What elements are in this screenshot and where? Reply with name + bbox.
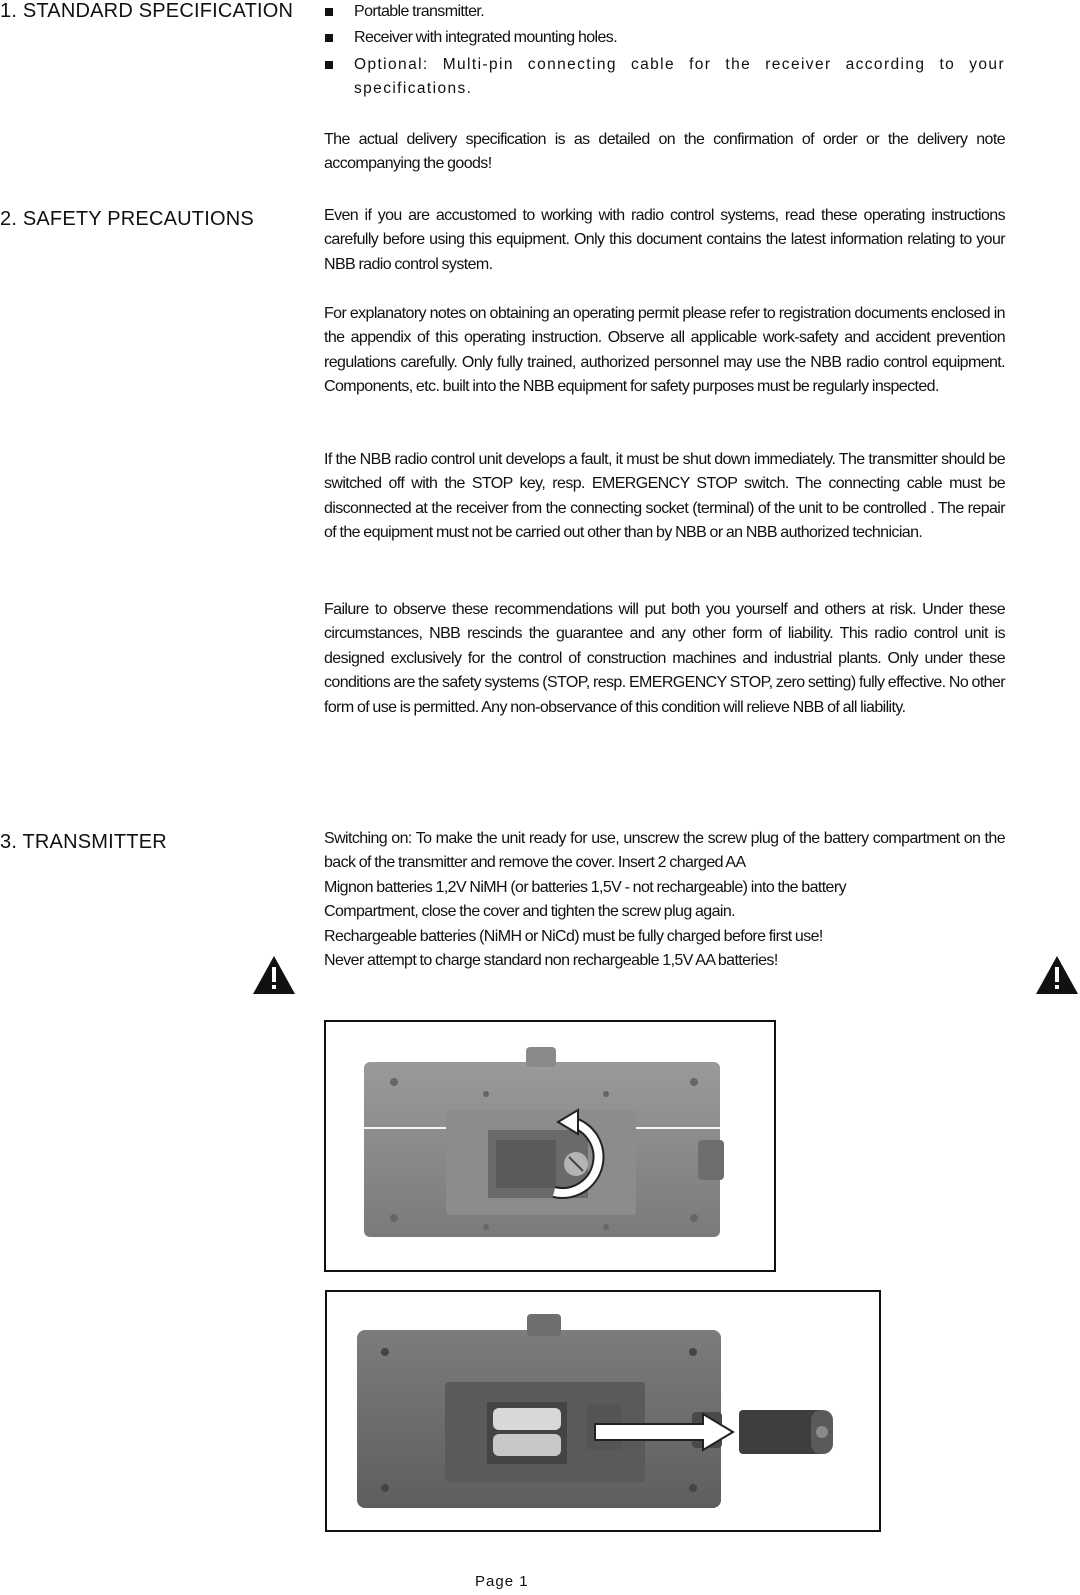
battery-compartment-figure	[325, 1290, 881, 1532]
transmitter-line: Never attempt to charge standard non rechargeable 1,5V AA batteries!	[324, 952, 778, 970]
heading-safety-precautions: 2. SAFETY PRECAUTIONS	[0, 208, 254, 230]
transmitter-instructions	[324, 827, 1005, 973]
transmitter-line: Switching on: To make the unit ready for use, unscrew the screw plug of the battery compartment on the back of the transmitter and remove the cover. Insert 2 charged AA	[324, 830, 1005, 872]
transmitter-back-figure	[324, 1020, 776, 1272]
safety-paragraph-3: If the NBB radio control unit develops a fault, it must be shut down immediately. The transmitter should be switched off with the STOP key, resp. EMERGENCY STOP switch. The connecting cable must be disconnected at the receiver from the connecting socket (terminal) of the unit to be controlled . The repair of the equipment must not be carried out other than by NBB or an NBB authorized technician.	[324, 451, 1005, 542]
bullet-square-icon	[325, 34, 333, 42]
transmitter-line: Compartment, close the cover and tighten the screw plug again.	[324, 903, 735, 921]
transmitter-back-image	[326, 1022, 774, 1270]
spec-bullet-list	[324, 0, 1005, 102]
spec-bullet: Portable transmitter.	[324, 0, 1005, 24]
page-number: Page 1	[475, 1573, 529, 1590]
warning-triangle-icon	[1035, 955, 1079, 995]
warning-triangle-icon	[252, 955, 296, 995]
heading-transmitter: 3. TRANSMITTER	[0, 831, 167, 853]
safety-paragraph-4: Failure to observe these recommendations will put both you yourself and others at risk. Under these circumstances, NBB rescinds the guarantee and any other form of liability. This radio control unit is designed exclusively for the control of construction machines and industrial plants. Only under these conditions are the safety systems (STOP, resp. EMERGENCY STOP, zero setting) fully effective. No other form of use is permitted. Any non-observance of this condition will relieve NBB of all liability.	[324, 601, 1005, 716]
bullet-square-icon	[325, 8, 333, 16]
transmitter-line: Mignon batteries 1,2V NiMH (or batteries 1,5V - not rechargeable) into the battery	[324, 878, 846, 896]
battery-compartment-image	[327, 1292, 879, 1530]
standard-spec-body	[324, 0, 1005, 104]
bullet-square-icon	[325, 61, 333, 69]
spec-bullet: Receiver with integrated mounting holes.	[324, 26, 1005, 50]
spec-bullet: Optional: Multi-pin connecting cable for the receiver according to your specifications.	[324, 53, 1005, 102]
delivery-note-paragraph: The actual delivery specification is as detailed on the confirmation of order or the delivery note accompanying the goods!	[324, 131, 1005, 173]
heading-standard-specification: 1. STANDARD SPECIFICATION	[0, 0, 294, 22]
safety-paragraph-1: Even if you are accustomed to working with radio control systems, read these operating instructions carefully before using this equipment. Only this document contains the latest information relating to your NBB radio control system.	[324, 207, 1005, 273]
transmitter-line: Rechargeable batteries (NiMH or NiCd) must be fully charged before first use!	[324, 927, 823, 945]
safety-paragraph-2: For explanatory notes on obtaining an operating permit please refer to registration documents enclosed in the appendix of this operating instruction. Observe all applicable work-safety and accident prevention regulations carefully. Only fully trained, authorized personnel may use the NBB radio control equipment. Components, etc. built into the NBB equipment for safety purposes must be regularly inspected.	[324, 305, 1005, 396]
